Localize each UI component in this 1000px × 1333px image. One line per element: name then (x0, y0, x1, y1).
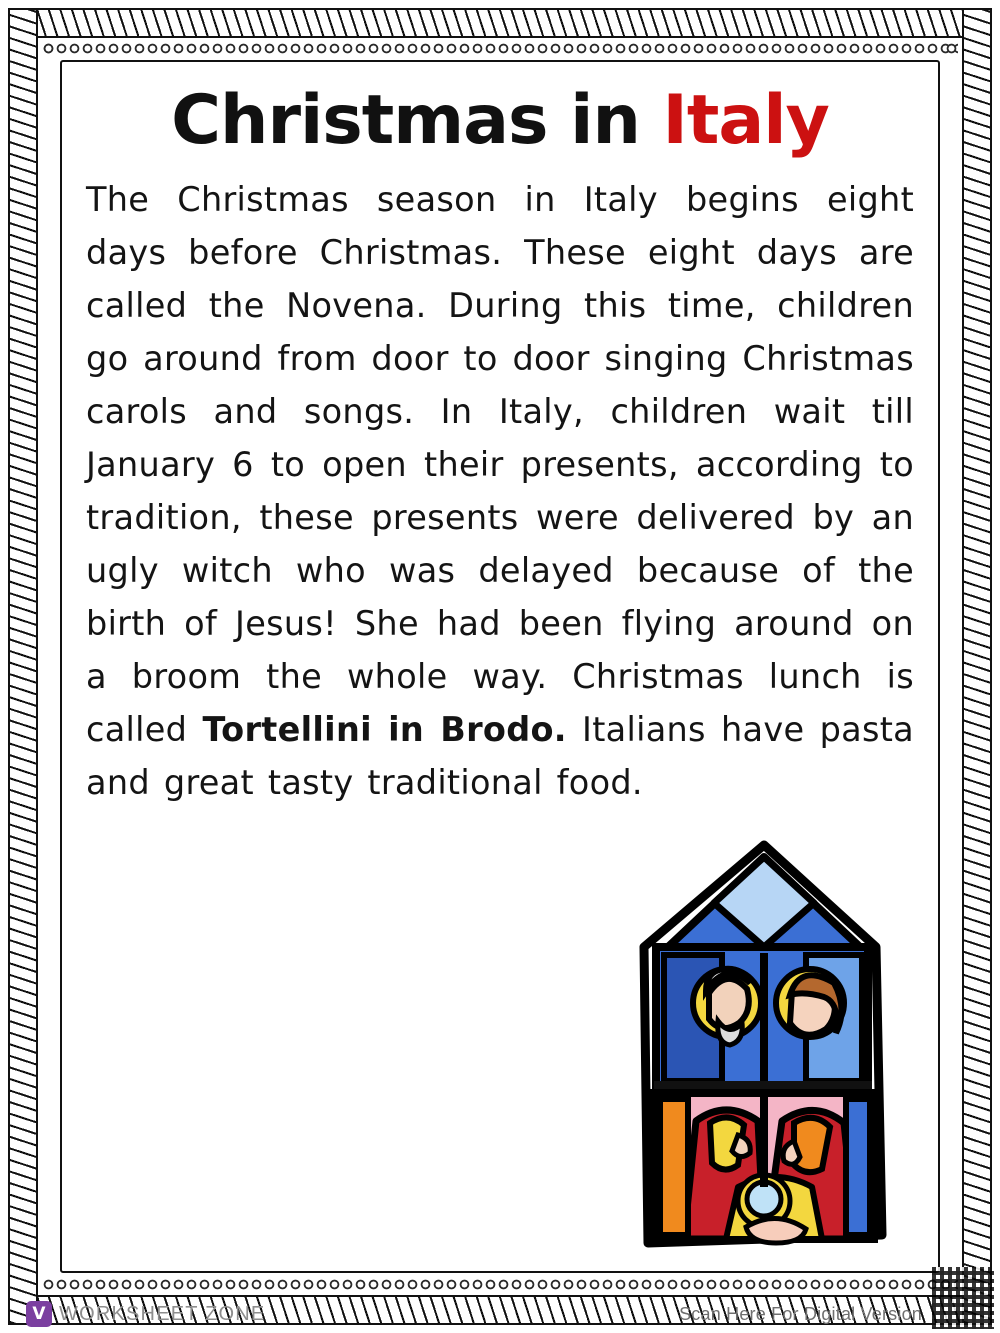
brand-name: WORKSHEET ZONE (59, 1302, 266, 1325)
passage-bold-term: Tortellini in Brodo. (202, 710, 567, 750)
reading-passage (86, 173, 914, 809)
rope-border-right (962, 8, 992, 1325)
rope-border-left (8, 8, 38, 1325)
passage-part-2: Italians have pasta and great tasty traditional food. (86, 710, 915, 803)
brand-mark-icon: V (26, 1301, 52, 1327)
scan-instruction-text: Scan Here For Digital Version (679, 1304, 922, 1324)
brand-logo (26, 1301, 265, 1327)
qr-code-icon[interactable] (932, 1267, 994, 1329)
page-title-accent: Italy (662, 81, 829, 160)
page-title-main: Christmas in (171, 81, 663, 160)
page-title (78, 81, 922, 160)
bead-border-right (945, 42, 958, 1291)
page-footer (0, 1285, 1000, 1333)
stained-glass-nativity-icon (614, 835, 914, 1255)
passage-part-1: The Christmas season in Italy begins eight days before Christmas. These eight days are called the Novena. During this time, children go around from door to door singing Christmas carols and songs. In Italy, children wait till January 6 to open their presents, according to tradition, these presents were delivered by an ugly witch who was delayed because of the birth of Jesus! She had been flying around on a broom the whole way. Christmas lunch is called (86, 180, 914, 750)
bead-border-left (42, 42, 55, 1291)
worksheet-content (78, 78, 922, 1255)
bead-border-top (42, 42, 958, 55)
rope-border-top (8, 8, 992, 38)
